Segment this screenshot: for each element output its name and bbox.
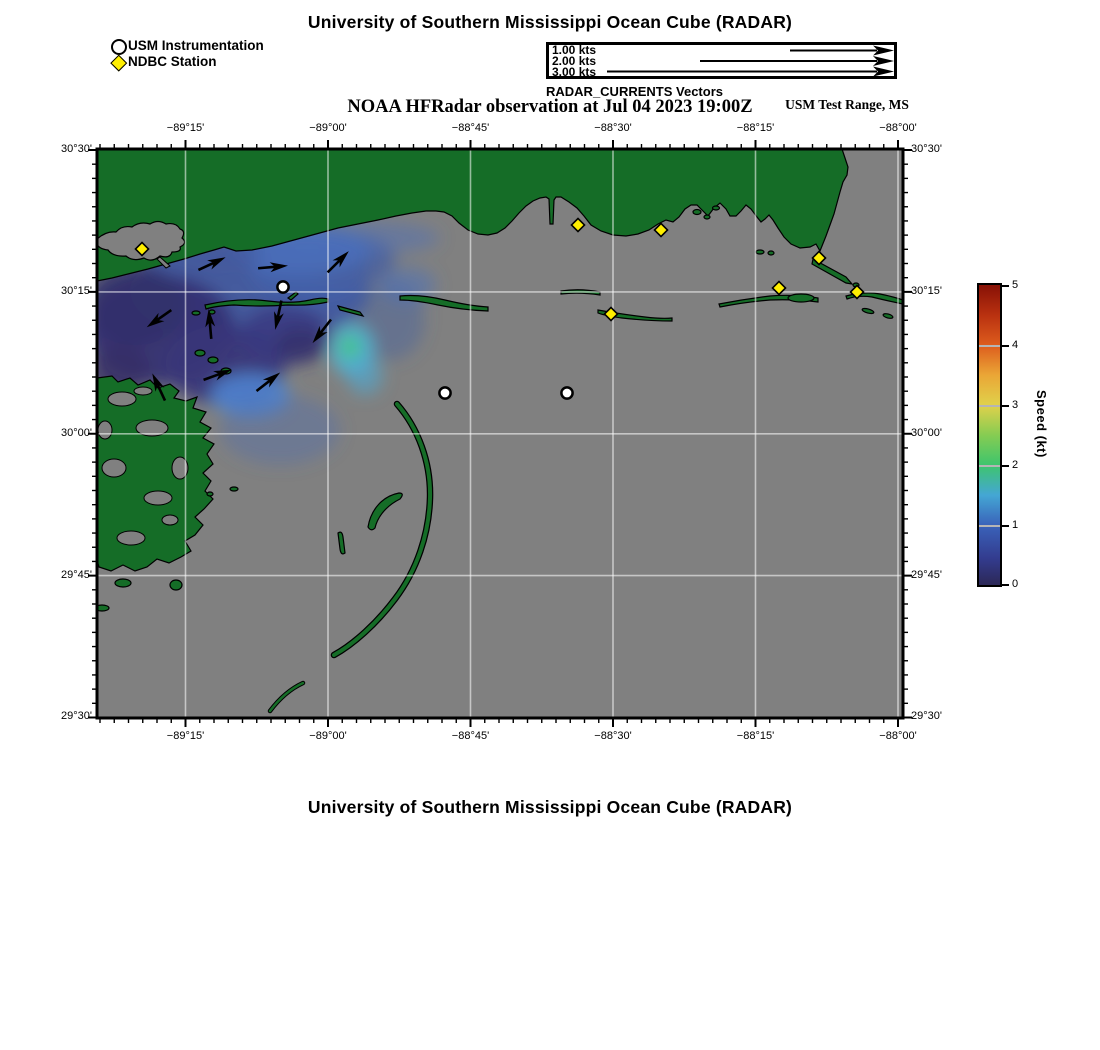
y-tick-label: 30°00': [61, 427, 92, 439]
colorbar-tick: [1001, 465, 1009, 467]
scale-row-1: 1.00 kts: [552, 43, 597, 57]
x-tick-label: −88°30': [594, 730, 632, 742]
colorbar-label: 1: [1012, 519, 1019, 531]
x-tick-label: −88°00': [879, 122, 917, 134]
vectors-caption: RADAR_CURRENTS Vectors: [546, 84, 723, 99]
legend-usm-label: USM Instrumentation: [128, 38, 264, 53]
colorbar-label: 3: [1012, 399, 1019, 411]
legend-ndbc-label: NDBC Station: [128, 54, 217, 69]
colorbar-tick: [1001, 525, 1009, 527]
colorbar-label: 5: [1012, 279, 1019, 291]
x-tick-label: −88°45': [451, 730, 490, 742]
y-tick-label: 29°45': [61, 569, 92, 581]
colorbar-label: 0: [1012, 578, 1019, 590]
colorbar-tick: [1001, 584, 1009, 586]
x-tick-label: −88°15': [736, 122, 775, 134]
colorbar-tick: [1001, 405, 1009, 407]
x-tick-label: −88°15': [736, 730, 775, 742]
colorbar-label: 4: [1012, 339, 1019, 351]
usm-instrumentation-icon: [111, 39, 127, 55]
scale-arrows: [546, 42, 897, 79]
colorbar: [977, 283, 1002, 587]
range-label: USM Test Range, MS: [785, 97, 909, 112]
map-subtitle: NOAA HFRadar observation at Jul 04 2023 19:00Z: [347, 97, 753, 117]
y-tick-label: 30°30': [911, 143, 942, 155]
scale-row-2: 2.00 kts: [552, 54, 597, 68]
y-tick-label: 29°45': [911, 569, 942, 581]
usm-station-marker: [439, 387, 450, 398]
colorbar-gridline: [979, 465, 1000, 467]
x-tick-label: −88°45': [451, 122, 490, 134]
map-canvas: [80, 135, 920, 735]
x-tick-label: −88°00': [879, 730, 917, 742]
colorbar-title: Speed (kt): [1034, 390, 1049, 458]
y-tick-label: 29°30': [911, 710, 942, 722]
usm-station-marker: [277, 281, 288, 292]
ndbc-station-icon: [111, 55, 127, 71]
x-tick-label: −89°15': [166, 730, 205, 742]
colorbar-gridline: [979, 345, 1000, 347]
x-tick-label: −89°00': [309, 122, 347, 134]
x-tick-label: −88°30': [594, 122, 632, 134]
x-tick-label: −89°00': [309, 730, 347, 742]
page-title: University of Southern Mississippi Ocean Cube (RADAR): [307, 12, 793, 32]
usm-station-marker: [561, 387, 572, 398]
y-tick-label: 29°30': [61, 710, 92, 722]
y-tick-label: 30°15': [911, 285, 942, 297]
colorbar-gridline: [979, 525, 1000, 527]
colorbar-label: 2: [1012, 459, 1019, 471]
y-tick-label: 30°15': [61, 285, 92, 297]
footer-title: University of Southern Mississippi Ocean Cube (RADAR): [307, 797, 793, 817]
y-tick-label: 30°00': [911, 427, 942, 439]
colorbar-tick: [1001, 285, 1009, 287]
colorbar-tick: [1001, 345, 1009, 347]
scale-row-3: 3.00 kts: [552, 65, 597, 79]
y-tick-label: 30°30': [61, 143, 92, 155]
colorbar-gridline: [979, 405, 1000, 407]
x-tick-label: −89°15': [166, 122, 205, 134]
